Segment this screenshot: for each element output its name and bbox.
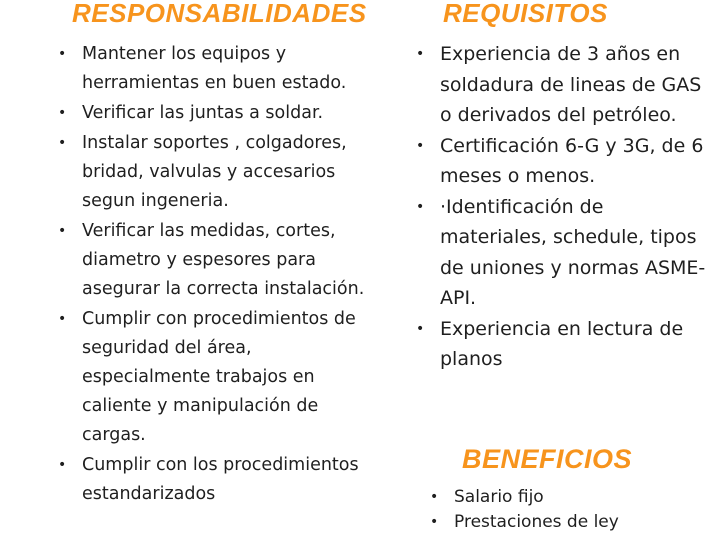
- requisitos-list: [414, 39, 714, 375]
- bullet-icon: •: [58, 105, 67, 121]
- bullet-icon: •: [58, 311, 67, 327]
- list-item: [414, 192, 714, 314]
- bullet-icon: •: [430, 514, 439, 530]
- bullet-icon: •: [416, 320, 425, 337]
- beneficios-list: [428, 485, 718, 535]
- list-item: [56, 305, 381, 450]
- list-item-text: Mantener los equipos y herramientas en buen estado.: [82, 44, 347, 93]
- list-item-text: Certificación 6-G y 3G, de 6 meses o menos.: [440, 134, 704, 187]
- list-item: [56, 217, 381, 304]
- bullet-icon: •: [58, 457, 67, 473]
- bullet-icon: •: [430, 489, 439, 505]
- list-item: [428, 485, 718, 510]
- list-item-text: Experiencia de 3 años en soldadura de lineas de GAS o derivados del petróleo.: [440, 43, 702, 126]
- bullet-icon: •: [416, 46, 425, 62]
- bullet-icon: •: [58, 135, 67, 151]
- bullet-icon: •: [416, 198, 425, 215]
- bullet-icon: •: [58, 223, 67, 239]
- list-item-text: Cumplir con procedimientos de seguridad del área, especialmente trabajos en caliente y manipulación de cargas.: [82, 309, 356, 445]
- list-item-text: Prestaciones de ley: [454, 512, 619, 532]
- list-item-text: Verificar las medidas, cortes, diametro y espesores para asegurar la correcta instalación.: [82, 221, 365, 299]
- list-item-text: Verificar las juntas a soldar.: [82, 103, 324, 123]
- list-item: [414, 131, 714, 192]
- list-item: [56, 129, 381, 216]
- responsabilidades-list: [56, 40, 381, 510]
- list-item-text: Experiencia en lectura de planos: [440, 317, 684, 370]
- list-item-text: ·Identificación de materiales, schedule, tipos de uniones y normas ASME-API.: [440, 195, 706, 309]
- list-item: [414, 39, 714, 131]
- list-item: [414, 314, 714, 375]
- list-item-text: Instalar soportes , colgadores, bridad, valvulas y accesarios segun ingeneria.: [82, 133, 347, 211]
- list-item: [56, 99, 381, 128]
- list-item: [56, 451, 381, 509]
- requisitos-heading: REQUISITOS: [443, 0, 608, 28]
- beneficios-heading: BENEFICIOS: [462, 444, 633, 474]
- list-item-text: Cumplir con los procedimientos estandarizados: [82, 455, 359, 504]
- responsabilidades-heading: RESPONSABILIDADES: [72, 0, 367, 28]
- list-item-text: Salario fijo: [454, 487, 544, 507]
- list-item: [56, 40, 381, 98]
- list-item: [428, 510, 718, 535]
- bullet-icon: •: [416, 137, 425, 154]
- bullet-icon: •: [58, 46, 67, 62]
